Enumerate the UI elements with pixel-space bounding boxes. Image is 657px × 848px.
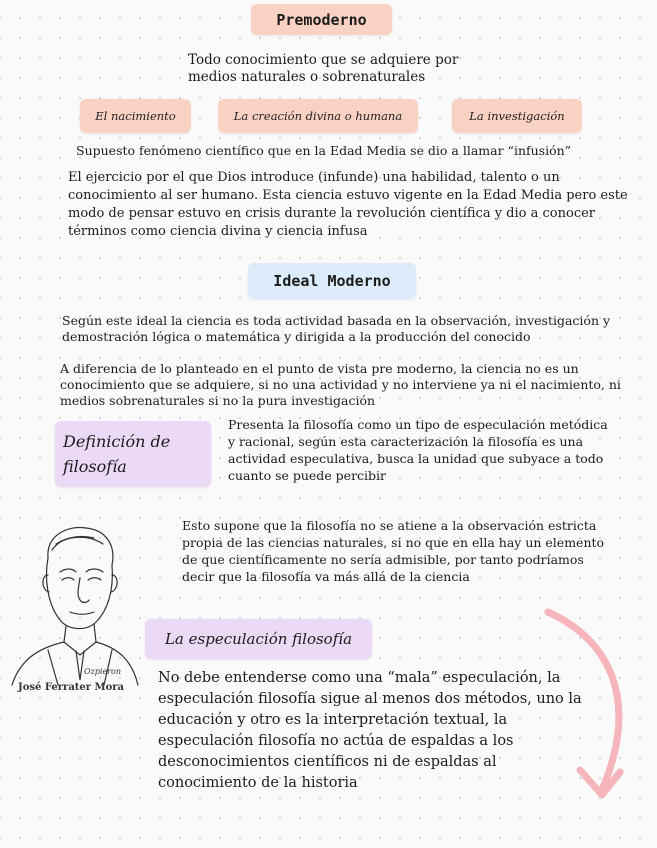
chip-investigacion: La investigación [452, 99, 582, 133]
chip-nacimiento: El nacimiento [80, 99, 191, 133]
especulacion-paragraph: No debe entenderse como una “mala” especulación, la especulación filosofía sigue al menos dos métodos, uno la educación y otro es la interpretación textual, la especulación filosofía no actúa de espaldas a los desconocimientos científicos ni de espaldas al conocimiento de la historia [158, 670, 582, 791]
portrait-signature: Ozpieron [84, 667, 121, 676]
premoderno-note: Supuesto fenómeno científico que en la Edad Media se dio a llamar “infusión” [76, 143, 572, 158]
moderno-paragraph-2: A diferencia de lo planteado en el punto de vista pre moderno, la ciencia no es un conocimiento que se adquiere, si no una actividad y no interviene ya ni el nacimiento, ni medios sobrenaturales si no la pura investigación [60, 361, 621, 408]
portrait-sketch [8, 520, 143, 695]
title-especulacion-filosofia: La especulación filosofía [145, 619, 372, 659]
definicion-paragraph-2: Esto supone que la filosofía no se atiene a la observación estricta propia de las ciencias naturales, si no que en ella hay un elemento de que científicamente no sería admisible, por tanto podríamos decir que la filosofía va más allá de la ciencia [182, 518, 605, 584]
definicion-title-text: Definición de filosofía [63, 432, 171, 476]
curved-arrow-icon [540, 600, 657, 810]
portrait-sketch-drawing [8, 520, 143, 695]
definicion-paragraph-1: Presenta la filosofía como un tipo de especulación metódica y racional, según esta caracterización la filosofía es una actividad especulativa, busca la unidad que subyace a todo cuanto se puede percibir [228, 417, 608, 483]
premoderno-intro: Todo conocimiento que se adquiere por medios naturales o sobrenaturales [188, 52, 459, 85]
premoderno-paragraph: El ejercicio por el que Dios introduce (infunde) una habilidad, talento o un conocimiento al ser humano. Esta ciencia estuvo vigente en la Edad Media pero este modo de pensar estuvo en crisis durante la revolución científica y dio a conocer términos como ciencia divina y ciencia infusa [68, 170, 628, 239]
chip-creacion: La creación divina o humana [218, 99, 418, 133]
moderno-paragraph-1: Según este ideal la ciencia es toda actividad basada en la observación, investigación y demostración lógica o matemática y dirigida a la producción del conocido [62, 313, 611, 344]
title-ideal-moderno: Ideal Moderno [248, 263, 416, 299]
portrait-caption: José Ferrater Mora [18, 682, 125, 693]
title-premoderno: Premoderno [251, 4, 392, 35]
title-definicion-filosofia [55, 421, 211, 487]
